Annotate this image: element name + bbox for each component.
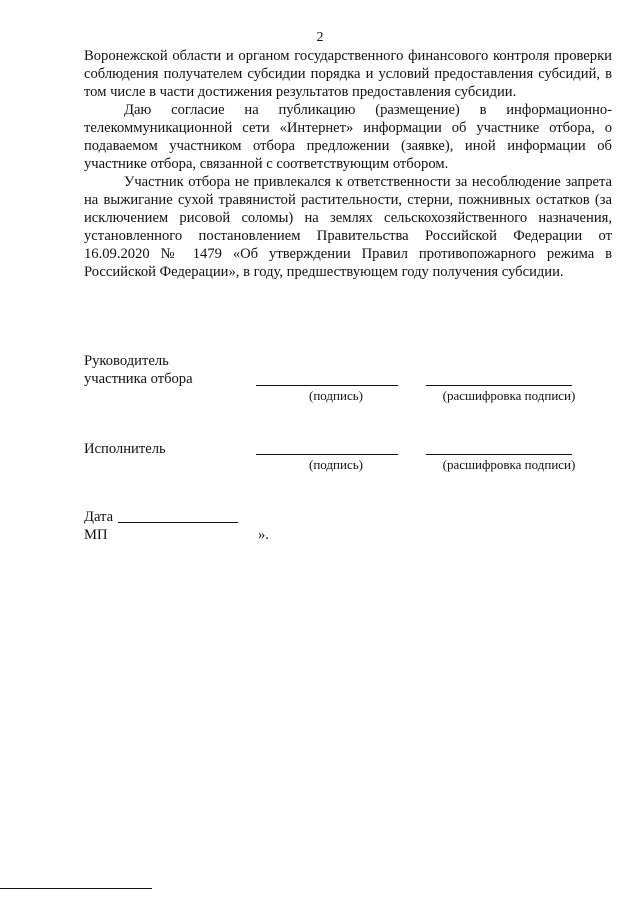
executor-decode-caption: (расшифровка подписи) [442, 457, 576, 472]
head-label-line2: участника отбора [84, 371, 193, 387]
executor-decode-line [426, 454, 572, 455]
head-signature-line [256, 385, 398, 386]
paragraph-continuation: Воронежской области и органом государственного финансового контроля проверки соблюдения получателем субсидии порядка и условий предоставления субсидий, в том числе в части достижения результатов предоставления субсидии. [84, 48, 612, 100]
head-decode-line [426, 385, 572, 386]
head-signature-caption: (подпись) [309, 388, 363, 403]
executor-signature-line [256, 454, 398, 455]
executor-signature-caption: (подпись) [309, 457, 363, 472]
stamp-label: МП [84, 527, 108, 543]
page-number: 2 [316, 30, 324, 45]
head-decode-caption: (расшифровка подписи) [442, 388, 576, 403]
closing-mark: ». [258, 527, 269, 543]
executor-label: Исполнитель [84, 441, 166, 457]
footnote-rule [0, 888, 152, 889]
paragraph-consent: Даю согласие на публикацию (размещение) в информационно-телекоммуникационной сети «Интернет» информации об участнике отбора, о подаваемом участником отбора предложении (заявке), иной информации об участнике отбора, связанной с соответствующим отбором. [84, 102, 612, 172]
date-label: Дата [84, 509, 114, 525]
head-label-line1: Руководитель [84, 353, 169, 369]
date-line [118, 522, 238, 523]
body-text [84, 47, 612, 281]
paragraph-no-liability: Участник отбора не привлекался к ответственности за несоблюдение запрета на выжигание сухой травянистой растительности, стерни, пожнивных остатков (за исключением рисовой соломы) на землях сельскохозяйственного назначения, установленного постановлением Правительства Российской Федерации от 16.09.2020 № 1479 «Об утверждении Правил противопожарного режима в Российской Федерации», в году, предшествующем году получения субсидии. [84, 174, 612, 280]
